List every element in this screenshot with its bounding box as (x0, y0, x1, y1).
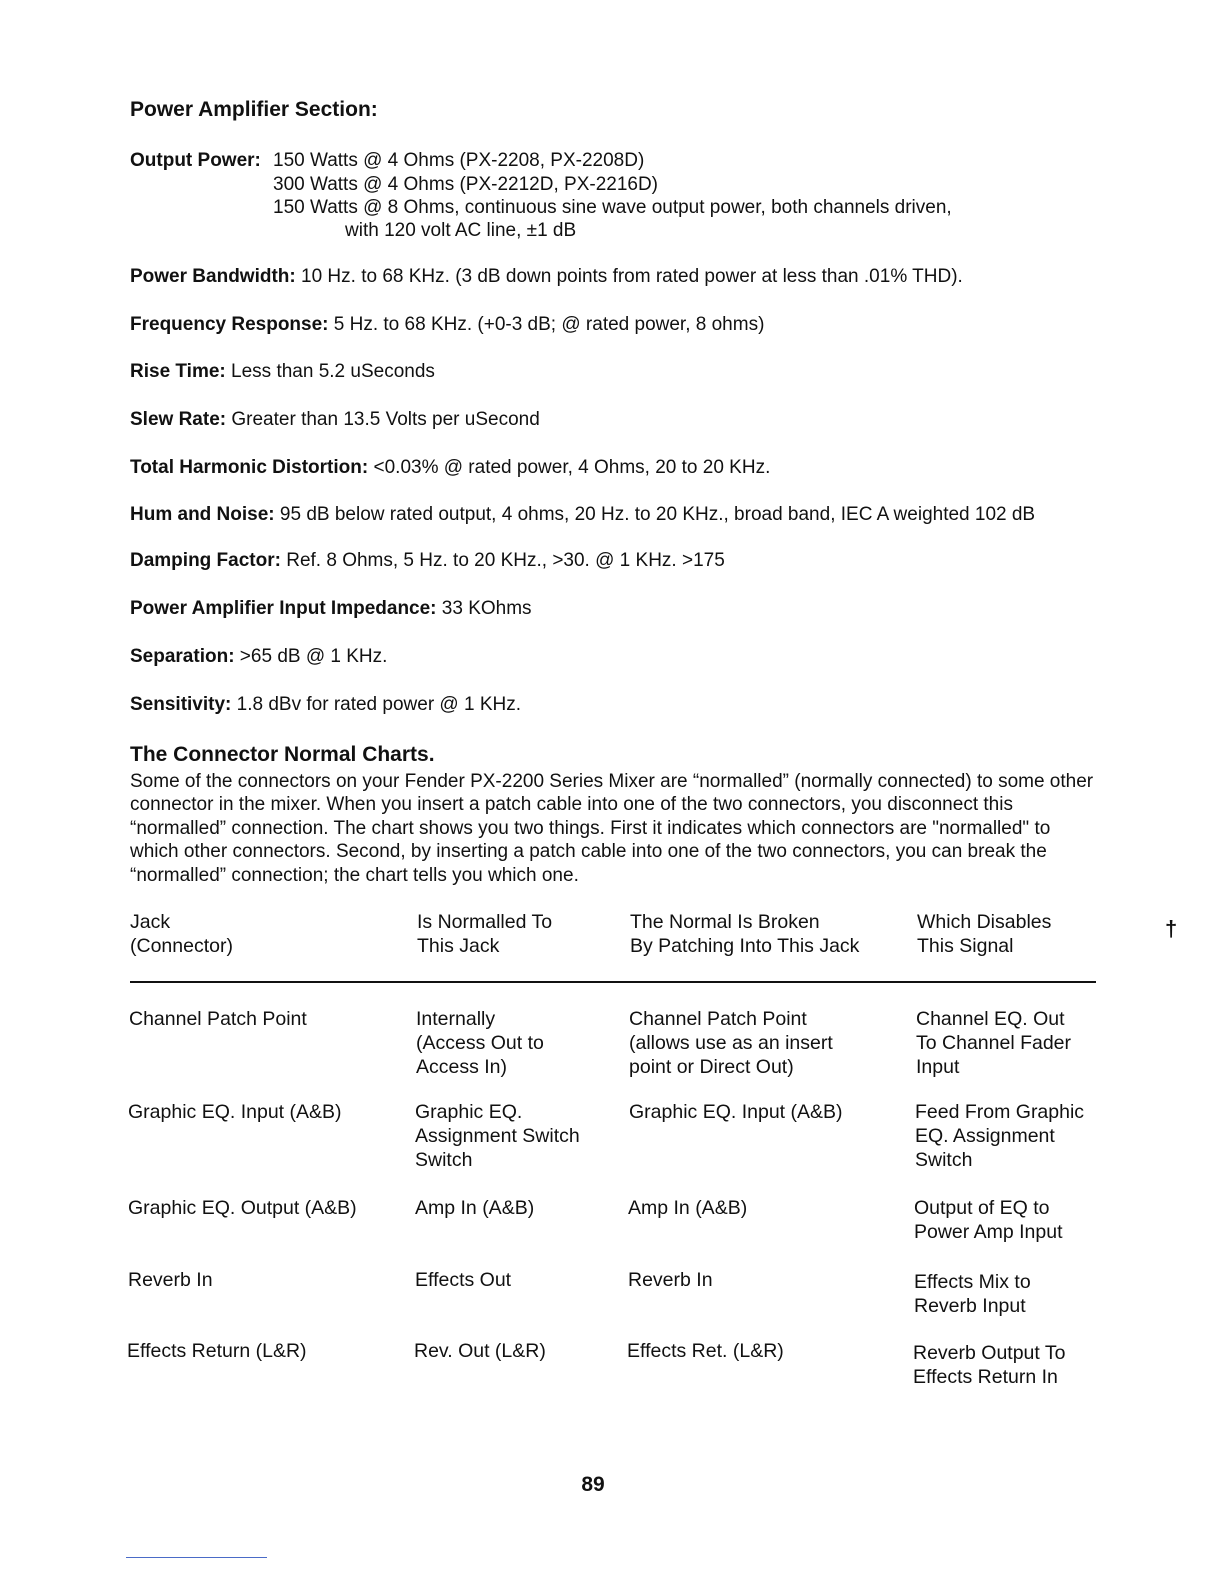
table-header-disables (917, 910, 1051, 958)
cell-line: Graphic EQ. (415, 1101, 523, 1123)
table-cell (128, 1196, 357, 1220)
table-cell (129, 1007, 307, 1031)
cell-line: (Access Out to (416, 1032, 544, 1054)
cell-line: Rev. Out (L&R) (414, 1340, 546, 1362)
cell-line: Amp In (A&B) (415, 1197, 535, 1219)
cell-line: Feed From Graphic (915, 1101, 1085, 1123)
spec-label: Damping Factor: (130, 550, 281, 571)
header-line: Jack (130, 911, 171, 933)
cell-line: Reverb Input (914, 1295, 1026, 1317)
cell-line: Reverb In (128, 1269, 213, 1291)
table-cell (914, 1270, 1031, 1318)
spec-rise-time (130, 360, 435, 384)
spec-value: 95 dB below rated output, 4 ohms, 20 Hz. to 20 KHz., broad band, IEC A weighted 102 dB (274, 504, 1036, 525)
table-cell (415, 1100, 580, 1172)
cell-line: Channel EQ. Out (916, 1008, 1065, 1030)
spec-power-bandwidth (130, 265, 963, 289)
output-power-line: 150 Watts @ 8 Ohms, continuous sine wave output power, both channels driven, (273, 197, 952, 218)
table-cell (415, 1268, 511, 1292)
cell-line: Effects Mix to (914, 1271, 1031, 1293)
output-power-line: 300 Watts @ 4 Ohms (PX-2212D, PX-2216D) (273, 174, 659, 195)
cell-line: To Channel Fader (916, 1032, 1072, 1054)
cell-line: Graphic EQ. Output (A&B) (128, 1197, 357, 1219)
cell-line: Channel Patch Point (629, 1008, 807, 1030)
spec-value: Greater than 13.5 Volts per uSecond (226, 409, 540, 430)
spec-label: Frequency Response: (130, 314, 329, 335)
spec-input-impedance (130, 597, 532, 621)
spec-label: Sensitivity: (130, 694, 232, 715)
cell-line: Power Amp Input (914, 1221, 1063, 1243)
spec-value: 5 Hz. to 68 KHz. (+0-3 dB; @ rated power, 8 ohms) (328, 314, 765, 335)
spec-value: <0.03% @ rated power, 4 Ohms, 20 to 20 KHz. (368, 457, 771, 478)
table-cell (414, 1339, 546, 1363)
cell-line: Reverb Output To (913, 1342, 1066, 1364)
cell-line: Effects Out (415, 1269, 512, 1291)
cell-line: Internally (416, 1008, 496, 1030)
spec-label: Output Power: (130, 150, 261, 171)
cell-line: Effects Return In (913, 1366, 1058, 1388)
header-line: Is Normalled To (417, 911, 553, 933)
table-cell (629, 1007, 833, 1079)
table-cell (128, 1100, 342, 1124)
table-cell (127, 1339, 307, 1363)
header-line: The Normal Is Broken (630, 911, 820, 933)
page-number: 89 (581, 1473, 605, 1496)
spec-label: Separation: (130, 646, 235, 667)
cell-line: (allows use as an insert (629, 1032, 833, 1054)
table-cell (629, 1100, 843, 1124)
spec-value: 1.8 dBv for rated power @ 1 KHz. (231, 694, 522, 715)
spec-value: >65 dB @ 1 KHz. (234, 646, 388, 667)
table-header-jack (130, 910, 233, 958)
cell-line: Effects Ret. (L&R) (627, 1340, 784, 1362)
spec-sensitivity (130, 693, 521, 717)
header-line: (Connector) (130, 935, 233, 957)
spec-frequency-response (130, 313, 764, 337)
spec-label: Power Amplifier Input Impedance: (130, 598, 437, 619)
header-line: By Patching Into This Jack (630, 935, 860, 957)
spec-label: Rise Time: (130, 361, 226, 382)
cell-line: Switch (915, 1149, 973, 1171)
spec-separation (130, 645, 387, 669)
spec-label: Hum and Noise: (130, 504, 275, 525)
output-power-spec (130, 149, 261, 173)
header-line: Which Disables (917, 911, 1052, 933)
table-header-normal-broken (630, 910, 859, 958)
output-power-line: 150 Watts @ 4 Ohms (PX-2208, PX-2208D) (273, 150, 645, 171)
spec-damping-factor (130, 549, 725, 573)
cell-line: Assignment Switch (415, 1125, 580, 1147)
spec-thd (130, 456, 770, 480)
spec-label: Total Harmonic Distortion: (130, 457, 369, 478)
cell-line: Channel Patch Point (129, 1008, 307, 1030)
output-power-line: with 120 volt AC line, ±1 dB (345, 220, 577, 241)
cell-line: Effects Return (L&R) (127, 1340, 307, 1362)
table-cell (916, 1007, 1071, 1079)
margin-mark: † (1165, 916, 1178, 941)
cell-line: Switch (415, 1149, 473, 1171)
table-cell (627, 1339, 784, 1363)
spec-hum-noise (130, 503, 1035, 527)
cell-line: Access In) (416, 1056, 508, 1078)
spec-value: 10 Hz. to 68 KHz. (3 dB down points from rated power at less than .01% THD). (295, 266, 963, 287)
spec-slew-rate (130, 408, 540, 432)
table-cell (416, 1007, 544, 1079)
cell-line: EQ. Assignment (915, 1125, 1055, 1147)
table-cell (128, 1268, 213, 1292)
spec-label: Slew Rate: (130, 409, 227, 430)
section-title: Power Amplifier Section: (130, 98, 378, 121)
header-line: This Jack (417, 935, 500, 957)
cell-line: Output of EQ to (914, 1197, 1050, 1219)
connector-charts-title: The Connector Normal Charts. (130, 743, 435, 766)
table-cell (913, 1341, 1065, 1389)
table-cell (628, 1268, 713, 1292)
spec-label: Power Bandwidth: (130, 266, 296, 287)
connector-charts-paragraph: Some of the connectors on your Fender PX-2200 Series Mixer are “normalled” (normally connected) to some other connector in the mixer. When you insert a patch cable into one of the two connectors, you disconnect this “normalled” connection. The chart shows you two things. First it indicates which connectors are "normalled" to which other connectors. Second, by inserting a patch cable into one of the two connectors, you can break the “normalled” connection; the chart tells you which one. (130, 771, 1094, 886)
cell-line: Graphic EQ. Input (A&B) (629, 1101, 843, 1123)
table-cell (628, 1196, 747, 1220)
table-cell (415, 1196, 534, 1220)
cell-line: point or Direct Out) (629, 1056, 794, 1078)
spec-value: 33 KOhms (436, 598, 532, 619)
table-header-rule (130, 981, 1096, 983)
footnote-rule (126, 1557, 267, 1558)
spec-value: Less than 5.2 uSeconds (225, 361, 435, 382)
cell-line: Amp In (A&B) (628, 1197, 748, 1219)
cell-line: Graphic EQ. Input (A&B) (128, 1101, 342, 1123)
cell-line: Reverb In (628, 1269, 713, 1291)
table-header-normalled-to (417, 910, 552, 958)
spec-value: Ref. 8 Ohms, 5 Hz. to 20 KHz., >30. @ 1 KHz. >175 (280, 550, 725, 571)
table-cell (914, 1196, 1063, 1244)
cell-line: Input (916, 1056, 960, 1078)
header-line: This Signal (917, 935, 1014, 957)
table-cell (915, 1100, 1084, 1172)
